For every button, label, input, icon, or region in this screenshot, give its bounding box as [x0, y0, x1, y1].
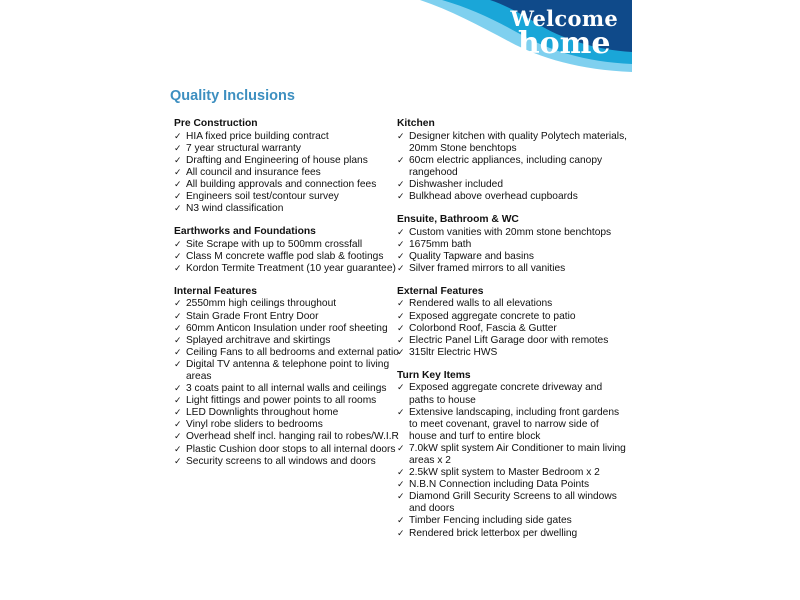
welcome-home-logo	[510, 6, 618, 61]
list-item: ✓ Digital TV antenna & telephone point to living areas	[174, 359, 404, 383]
welcome-text: Welcome	[510, 6, 618, 31]
list-item: ✓ 3 coats paint to all internal walls and ceilings	[174, 383, 404, 395]
inclusion-list	[397, 227, 627, 275]
list-item: ✓ Silver framed mirrors to all vanities	[397, 263, 627, 275]
list-item: ✓ Overhead shelf incl. hanging rail to robes/W.I.R	[174, 431, 404, 443]
welcome-banner	[420, 0, 632, 72]
page-title: Quality Inclusions	[170, 88, 295, 104]
list-item: ✓ Drafting and Engineering of house plans	[174, 155, 404, 167]
section-heading: Pre Construction	[174, 118, 258, 129]
list-item: ✓ 1675mm bath	[397, 239, 627, 251]
list-item: ✓ N3 wind classification	[174, 203, 404, 215]
list-item: ✓ Extensive landscaping, including front gardens to meet covenant, gravel to narrow side of house and turf to entire block	[397, 407, 627, 443]
home-text: home	[517, 26, 611, 61]
list-item: ✓ 2550mm high ceilings throughout	[174, 298, 404, 310]
left-column	[174, 118, 404, 479]
section-heading: Ensuite, Bathroom & WC	[397, 214, 519, 226]
list-item: ✓ Stain Grade Front Entry Door	[174, 311, 404, 323]
list-item: ✓ Designer kitchen with quality Polytech materials, 20mm Stone benchtops	[397, 131, 627, 155]
list-item: ✓ LED Downlights throughout home	[174, 407, 404, 419]
list-item: ✓ 315ltr Electric HWS	[397, 347, 627, 359]
list-item: ✓ Colorbond Roof, Fascia & Gutter	[397, 323, 627, 335]
section-heading: Internal Features	[174, 285, 257, 297]
list-item: ✓ Rendered walls to all elevations	[397, 298, 627, 310]
inclusion-list	[397, 298, 627, 358]
list-item: ✓ N.B.N Connection including Data Points	[397, 479, 627, 491]
list-item: ✓ Security screens to all windows and doors	[174, 456, 404, 468]
inclusion-list	[174, 131, 404, 216]
list-item: ✓ 2.5kW split system to Master Bedroom x 2	[397, 467, 627, 479]
list-item: ✓ 7.0kW split system Air Conditioner to main living areas x 2	[397, 443, 627, 467]
list-item: ✓ Dishwasher included	[397, 179, 627, 191]
list-item: ✓ HIA fixed price building contract	[174, 131, 404, 143]
list-item: ✓ 7 year structural warranty	[174, 143, 404, 155]
section-heading: External Features	[397, 285, 484, 297]
list-item: ✓ All council and insurance fees	[174, 167, 404, 179]
list-item: ✓ Engineers soil test/contour survey	[174, 191, 404, 203]
section-turn-key-items	[397, 370, 627, 540]
list-item: ✓ All building approvals and connection fees	[174, 179, 404, 191]
list-item: ✓ Site Scrape with up to 500mm crossfall	[174, 239, 404, 251]
list-item: ✓ Ceiling Fans to all bedrooms and external patio	[174, 347, 404, 359]
section-heading: Kitchen	[397, 118, 435, 129]
list-item: ✓ Exposed aggregate concrete to patio	[397, 311, 627, 323]
list-item: ✓ Exposed aggregate concrete driveway and paths to house	[397, 382, 627, 406]
section-ensuite-bathroom-wc	[397, 214, 627, 275]
list-item: ✓ Kordon Termite Treatment (10 year guarantee)	[174, 263, 404, 275]
list-item: ✓ 60mm Anticon Insulation under roof sheeting	[174, 323, 404, 335]
section-heading: Turn Key Items	[397, 369, 471, 381]
inclusion-list	[397, 131, 627, 204]
inclusion-list	[397, 382, 627, 539]
list-item: ✓ Bulkhead above overhead cupboards	[397, 191, 627, 203]
list-item: ✓ Custom vanities with 20mm stone benchtops	[397, 227, 627, 239]
list-item: ✓ Plastic Cushion door stops to all internal doors	[174, 444, 404, 456]
list-item: ✓ Diamond Grill Security Screens to all windows and doors	[397, 491, 627, 515]
list-item: ✓ Splayed architrave and skirtings	[174, 335, 404, 347]
section-internal-features	[174, 286, 404, 468]
section-heading: Earthworks and Foundations	[174, 226, 316, 238]
list-item: ✓ Class M concrete waffle pod slab & footings	[174, 251, 404, 263]
list-item: ✓ Quality Tapware and basins	[397, 251, 627, 263]
section-pre-construction	[174, 118, 404, 215]
inclusion-list	[174, 298, 404, 467]
section-external-features	[397, 286, 627, 359]
list-item: ✓ 60cm electric appliances, including canopy rangehood	[397, 155, 627, 179]
list-item: ✓ Timber Fencing including side gates	[397, 515, 627, 527]
list-item: ✓ Vinyl robe sliders to bedrooms	[174, 419, 404, 431]
inclusion-list	[174, 239, 404, 275]
list-item: ✓ Electric Panel Lift Garage door with remotes	[397, 335, 627, 347]
list-item: ✓ Rendered brick letterbox per dwelling	[397, 528, 627, 540]
right-column	[397, 118, 627, 551]
section-earthworks-and-foundations	[174, 226, 404, 275]
list-item: ✓ Light fittings and power points to all rooms	[174, 395, 404, 407]
section-kitchen	[397, 118, 627, 203]
